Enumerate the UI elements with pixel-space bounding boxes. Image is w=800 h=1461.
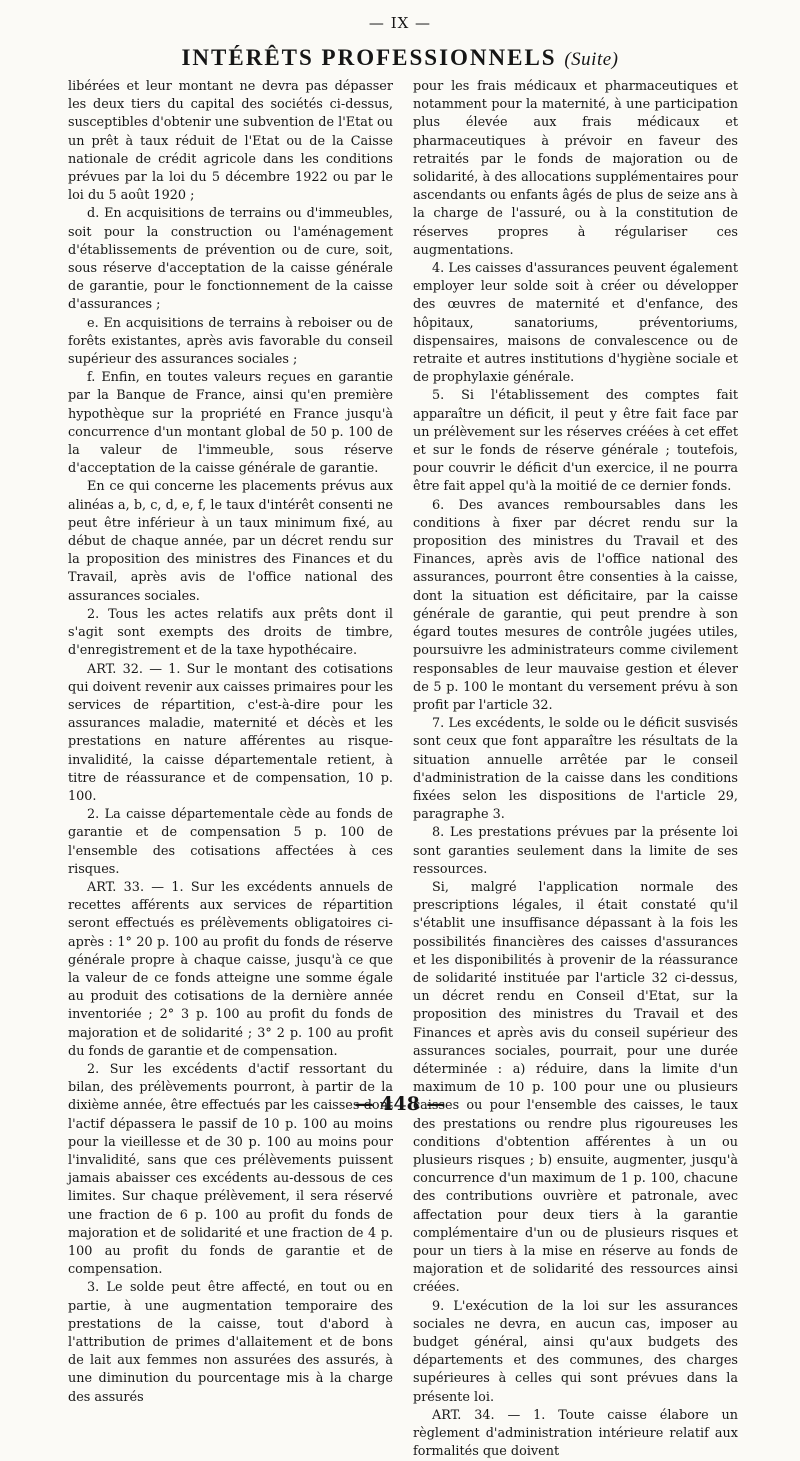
paragraph: 5. Si l'établissement des comptes fait apparaître un déficit, il peut y être fait face par un prélèvement sur les réserves créées à cet effet et sur le fonds de réserve générale ; toutefois, pour couvrir le déficit d'un exercice, il ne pourra être fait appel qu'à la moitié de ce dernier fonds.: [413, 388, 738, 495]
paragraph: pour les frais médicaux et pharmaceutiques et notamment pour la maternité, à une participation plus élevée aux frais médicaux et pharmaceutiques à prévoir en faveur des retraités par le fonds de majoration ou de solidarité, à des allocations supplémentaires pour ascendants ou enfants âgés de plus de seize ans à la charge de l'assuré, ou à la constitution de réserves propres à régulariser ces augmentations.: [413, 79, 738, 258]
paragraph: ART. 33. — 1. Sur les excédents annuels de recettes afférents aux services de répartition seront effectués es prélèvements obligatoires ci-après : 1° 20 p. 100 au profit du fonds de réserve générale propre à chaque caisse, jusqu'à ce que la valeur de ce fonds atteigne une somme égale au produit des cotisations de la dernière année inventoriée ; 2° 3 p. 100 au profit du fonds de majoration et de solidarité ; 3° 2 p. 100 au profit du fonds de garantie et de compensation.: [68, 879, 393, 1059]
paragraph: 2. La caisse départementale cède au fonds de garantie et de compensation 5 p. 100 de l'ensemble des cotisations affectées à ces risques.: [68, 807, 393, 877]
left-column: [68, 78, 393, 1407]
page-number: — 448 —: [354, 1093, 446, 1115]
section-title-suite: (Suite): [564, 49, 619, 70]
paragraph: 7. Les excédents, le solde ou le déficit susvisés sont ceux que font apparaître les résultats de la situation annuelle arrêtée par le conseil d'administration de la caisse dans les conditions fixées selon les dispositions de l'article 29, paragraphe 3.: [413, 716, 738, 823]
right-column: [413, 78, 738, 1461]
section-title: [0, 45, 800, 71]
paragraph: Si, malgré l'application normale des prescriptions légales, il était constaté qu'il s'établit une insuffisance dépassant à la fois les possibilités financières des caisses d'assurances et les disponibilités à provenir de la réassurance de solidarité instituée par l'article 32 ci-dessus, un décret rendu en Conseil d'Etat, sur la proposition des ministres du Travail et des Finances et après avis du conseil supérieur des assurances sociales, pourrait, pour une durée déterminée : a) réduire, dans la limite d'un maximum de 10 p. 100 pour une ou plusieurs caisses ou pour l'ensemble des caisses, le taux des prestations ou rendre plus rigoureuses les conditions d'obtention afférentes à un ou plusieurs risques ; b) ensuite, augmenter, jusqu'à concurrence d'un maximum de 1 p. 100, chacune des contributions ouvrière et patronale, avec affectation pour deux tiers à la garantie complémentaire d'un ou de plusieurs risques et pour un tiers à la mise en réserve au fonds de majoration et de solidarité des ressources ainsi créées.: [413, 879, 738, 1296]
paragraph: ART. 32. — 1. Sur le montant des cotisations qui doivent revenir aux caisses primaires pour les services de répartition, c'est-à-dire pour les assurances maladie, maternité et décès et les prestations en nature afférentes au risque-invalidité, la caisse départementale retient, à titre de réassurance et de compensation, 10 p. 100.: [68, 661, 393, 804]
paragraph: En ce qui concerne les placements prévus aux alinéas a, b, c, d, e, f, le taux d'intérêt consenti ne peut être inférieur à un taux minimum fixé, au début de chaque année, par un décret rendu sur la proposition des ministres des Finances et du Travail, après avis de l'office national des assurances sociales.: [68, 479, 393, 604]
paragraph: 6. Des avances remboursables dans les conditions à fixer par décret rendu sur la proposition des ministres du Travail et des Finances, après avis de l'office national des assurances, pourront être consenties à la caisse, dont la situation est déficitaire, par la caisse générale de garantie, qui peut prendre à son égard toutes mesures de contrôle jugées utiles, poursuivre les administrateurs comme civilement responsables de leur mauvaise gestion et élever de 5 p. 100 le montant du versement prévu à son profit par l'article 32.: [413, 497, 738, 713]
paragraph: 3. Le solde peut être affecté, en tout ou en partie, à une augmentation temporaire des prestations de la caisse, tout d'abord à l'attribution de primes d'allaitement et de bons de lait aux femmes non assurées des assurés, à une diminution du pourcentage mis à la charge des assurés: [68, 1280, 393, 1405]
paragraph: ART. 34. — 1. Toute caisse élabore un règlement d'administration intérieure relatif aux formalités que doivent: [413, 1407, 738, 1460]
paragraph: libérées et leur montant ne devra pas dépasser les deux tiers du capital des sociétés ci-dessus, susceptibles d'obtenir une subvention de l'Etat ou un prêt à taux réduit de l'Etat ou de la Caisse nationale de crédit agricole dans les conditions prévues par la loi du 5 décembre 1922 ou par le loi du 5 août 1920 ;: [68, 79, 394, 204]
paragraph: 2. Tous les actes relatifs aux prêts dont il s'agit sont exempts des droits de timbre, d'enregistrement et de la taxe hypothécaire.: [68, 606, 393, 659]
paragraph: f. Enfin, en toutes valeurs reçues en garantie par la Banque de France, ainsi qu'en première hypothèque sur la propriété en France jusqu'à concurrence d'un montant global de 50 p. 100 de la valeur de l'immeuble, sous réserve d'acceptation de la caisse générale de garantie.: [68, 370, 393, 477]
paragraph: 9. L'exécution de la loi sur les assurances sociales ne devra, en aucun cas, imposer au budget général, ainsi qu'aux budgets des départements et des communes, des charges supérieures à celles qui sont prévues dans la présente loi.: [413, 1298, 738, 1405]
page-roman-numeral: — IX —: [368, 14, 432, 32]
paragraph: e. En acquisitions de terrains à reboiser ou de forêts existantes, après avis favorable du conseil supérieur des assurances sociales ;: [68, 315, 393, 368]
paragraph: 2. Sur les excédents d'actif ressortant du bilan, des prélèvements pourront, à partir de la dixième année, être effectués par les caisses dont l'actif dépassera le passif de 10 p. 100 au moins pour la vieillesse et de 30 p. 100 au moins pour l'invalidité, sans que ces prélèvements puissent jamais abaisser ces excédents au-dessous de ces limites. Sur chaque prélèvement, il sera réservé une fraction de 6 p. 100 au profit du fonds de majoration et de solidarité et une fraction de 4 p. 100 au profit du fonds de garantie et de compensation.: [68, 1061, 393, 1278]
paragraph: 4. Les caisses d'assurances peuvent également employer leur solde soit à créer ou développer des œuvres de maternité et d'enfance, des hôpitaux, sanatoriums, préventoriums, dispensaires, maisons de convalescence ou de retraite et autres institutions d'hygiène sociale et de prophylaxie générale.: [413, 261, 738, 386]
paragraph: d. En acquisitions de terrains ou d'immeubles, soit pour la construction ou l'aménagement d'établissements de prévention ou de cure, soit, sous réserve d'acceptation de la caisse générale de garantie, pour le fonctionnement de la caisse d'assurances ;: [68, 206, 393, 313]
section-title-text: INTÉRÊTS PROFESSIONNELS: [181, 45, 557, 70]
paragraph: 8. Les prestations prévues par la présente loi sont garanties seulement dans la limite de ses ressources.: [413, 825, 738, 877]
